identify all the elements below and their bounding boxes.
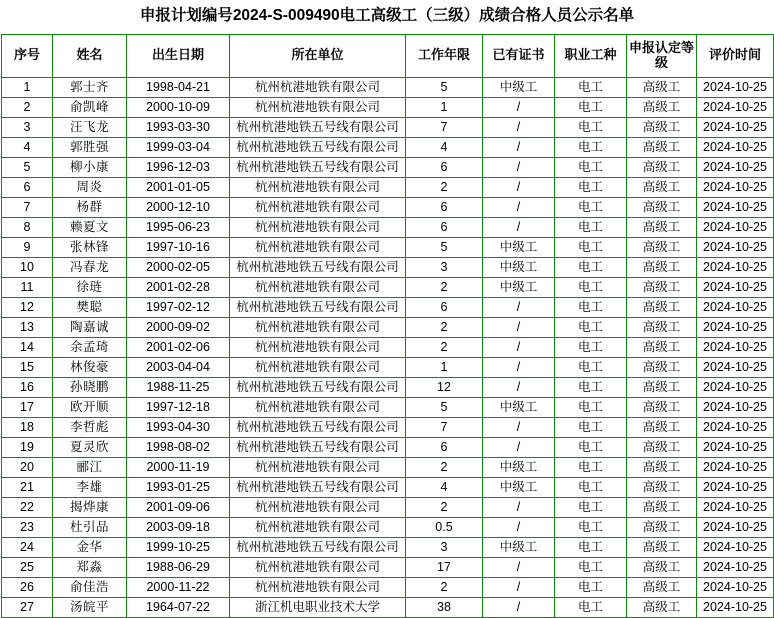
cell-name: 李雄 (53, 477, 127, 497)
cell-birthdate: 1999-10-25 (127, 537, 230, 557)
table-header (2, 34, 774, 77)
cell-name: 郭士齐 (53, 77, 127, 97)
cell-birthdate: 1998-08-02 (127, 437, 230, 457)
cell-existing-certificate: / (483, 197, 555, 217)
table-row (2, 317, 774, 337)
cell-existing-certificate: / (483, 517, 555, 537)
cell-birthdate: 2001-09-06 (127, 497, 230, 517)
cell-evaluation-date: 2024-10-25 (697, 557, 774, 577)
cell-name: 郦江 (53, 457, 127, 477)
cell-existing-certificate: 中级工 (483, 457, 555, 477)
cell-birthdate: 2001-02-06 (127, 337, 230, 357)
cell-name: 金华 (53, 537, 127, 557)
cell-evaluation-date: 2024-10-25 (697, 197, 774, 217)
cell-index: 23 (2, 517, 53, 537)
table-row (2, 357, 774, 377)
cell-index: 22 (2, 497, 53, 517)
cell-work-years: 6 (406, 217, 483, 237)
cell-birthdate: 1998-04-21 (127, 77, 230, 97)
cell-work-years: 2 (406, 177, 483, 197)
cell-birthdate: 2000-12-10 (127, 197, 230, 217)
cell-name: 汪飞龙 (53, 117, 127, 137)
table-row (2, 217, 774, 237)
cell-evaluation-date: 2024-10-25 (697, 337, 774, 357)
table-row (2, 557, 774, 577)
cell-index: 8 (2, 217, 53, 237)
cell-employer: 杭州杭港地铁五号线有限公司 (230, 417, 406, 437)
cell-work-years: 2 (406, 337, 483, 357)
cell-occupation: 电工 (555, 197, 627, 217)
page-title: 申报计划编号2024-S-009490电工高级工（三级）成绩合格人员公示名单 (139, 7, 635, 24)
cell-index: 12 (2, 297, 53, 317)
cell-index: 26 (2, 577, 53, 597)
cell-employer: 杭州杭港地铁五号线有限公司 (230, 157, 406, 177)
cell-work-years: 4 (406, 137, 483, 157)
cell-evaluation-date: 2024-10-25 (697, 277, 774, 297)
cell-declared-level: 高级工 (627, 277, 697, 297)
cell-index: 2 (2, 97, 53, 117)
cell-work-years: 2 (406, 317, 483, 337)
cell-birthdate: 2000-11-19 (127, 457, 230, 477)
column-header-name: 姓名 (53, 34, 127, 77)
cell-name: 俞凯峰 (53, 97, 127, 117)
cell-declared-level: 高级工 (627, 557, 697, 577)
cell-name: 郭胜强 (53, 137, 127, 157)
cell-birthdate: 1988-11-25 (127, 377, 230, 397)
cell-index: 13 (2, 317, 53, 337)
cell-birthdate: 1993-01-25 (127, 477, 230, 497)
cell-work-years: 2 (406, 577, 483, 597)
table-row (2, 157, 774, 177)
cell-evaluation-date: 2024-10-25 (697, 217, 774, 237)
cell-occupation: 电工 (555, 217, 627, 237)
cell-employer: 杭州杭港地铁五号线有限公司 (230, 437, 406, 457)
cell-existing-certificate: / (483, 317, 555, 337)
cell-work-years: 7 (406, 417, 483, 437)
column-header-work-years: 工作年限 (406, 34, 483, 77)
cell-name: 杨群 (53, 197, 127, 217)
cell-occupation: 电工 (555, 137, 627, 157)
cell-index: 11 (2, 277, 53, 297)
cell-evaluation-date: 2024-10-25 (697, 497, 774, 517)
results-table (1, 34, 774, 618)
cell-existing-certificate: 中级工 (483, 477, 555, 497)
cell-index: 15 (2, 357, 53, 377)
cell-occupation: 电工 (555, 577, 627, 597)
table-row (2, 377, 774, 397)
cell-birthdate: 1997-12-18 (127, 397, 230, 417)
cell-evaluation-date: 2024-10-25 (697, 397, 774, 417)
cell-occupation: 电工 (555, 477, 627, 497)
cell-evaluation-date: 2024-10-25 (697, 297, 774, 317)
cell-occupation: 电工 (555, 557, 627, 577)
cell-existing-certificate: / (483, 117, 555, 137)
cell-name: 柳小康 (53, 157, 127, 177)
cell-existing-certificate: / (483, 437, 555, 457)
cell-birthdate: 2000-11-22 (127, 577, 230, 597)
cell-declared-level: 高级工 (627, 97, 697, 117)
cell-declared-level: 高级工 (627, 397, 697, 417)
cell-declared-level: 高级工 (627, 437, 697, 457)
cell-index: 6 (2, 177, 53, 197)
cell-employer: 杭州杭港地铁五号线有限公司 (230, 537, 406, 557)
table-row (2, 297, 774, 317)
table-row (2, 577, 774, 597)
cell-employer: 杭州杭港地铁有限公司 (230, 197, 406, 217)
cell-work-years: 2 (406, 277, 483, 297)
cell-index: 18 (2, 417, 53, 437)
cell-work-years: 6 (406, 297, 483, 317)
cell-occupation: 电工 (555, 257, 627, 277)
cell-work-years: 5 (406, 237, 483, 257)
cell-index: 5 (2, 157, 53, 177)
cell-existing-certificate: / (483, 157, 555, 177)
table-row (2, 117, 774, 137)
table-row (2, 397, 774, 417)
table-row (2, 177, 774, 197)
cell-declared-level: 高级工 (627, 297, 697, 317)
cell-employer: 杭州杭港地铁有限公司 (230, 517, 406, 537)
cell-birthdate: 1995-06-23 (127, 217, 230, 237)
cell-declared-level: 高级工 (627, 377, 697, 397)
cell-birthdate: 2000-09-02 (127, 317, 230, 337)
cell-declared-level: 高级工 (627, 117, 697, 137)
cell-name: 欧开顺 (53, 397, 127, 417)
cell-employer: 杭州杭港地铁有限公司 (230, 277, 406, 297)
cell-occupation: 电工 (555, 597, 627, 617)
cell-occupation: 电工 (555, 297, 627, 317)
cell-existing-certificate: / (483, 217, 555, 237)
column-header-birthdate: 出生日期 (127, 34, 230, 77)
cell-employer: 杭州杭港地铁五号线有限公司 (230, 297, 406, 317)
cell-declared-level: 高级工 (627, 77, 697, 97)
cell-existing-certificate: / (483, 417, 555, 437)
cell-birthdate: 1964-07-22 (127, 597, 230, 617)
cell-occupation: 电工 (555, 497, 627, 517)
cell-employer: 杭州杭港地铁五号线有限公司 (230, 137, 406, 157)
cell-evaluation-date: 2024-10-25 (697, 117, 774, 137)
cell-evaluation-date: 2024-10-25 (697, 177, 774, 197)
cell-work-years: 1 (406, 97, 483, 117)
cell-index: 21 (2, 477, 53, 497)
cell-index: 4 (2, 137, 53, 157)
cell-birthdate: 1997-10-16 (127, 237, 230, 257)
table-row (2, 257, 774, 277)
cell-declared-level: 高级工 (627, 337, 697, 357)
cell-existing-certificate: / (483, 97, 555, 117)
cell-work-years: 3 (406, 257, 483, 277)
cell-index: 17 (2, 397, 53, 417)
cell-name: 俞佳浩 (53, 577, 127, 597)
cell-declared-level: 高级工 (627, 177, 697, 197)
cell-existing-certificate: / (483, 377, 555, 397)
cell-evaluation-date: 2024-10-25 (697, 237, 774, 257)
cell-declared-level: 高级工 (627, 417, 697, 437)
cell-birthdate: 2000-02-05 (127, 257, 230, 277)
table-row (2, 457, 774, 477)
cell-index: 10 (2, 257, 53, 277)
cell-declared-level: 高级工 (627, 497, 697, 517)
cell-birthdate: 2003-04-04 (127, 357, 230, 377)
cell-evaluation-date: 2024-10-25 (697, 77, 774, 97)
cell-name: 余孟琦 (53, 337, 127, 357)
cell-declared-level: 高级工 (627, 577, 697, 597)
cell-existing-certificate: 中级工 (483, 537, 555, 557)
table-row (2, 337, 774, 357)
cell-birthdate: 2003-09-18 (127, 517, 230, 537)
cell-name: 林俊豪 (53, 357, 127, 377)
cell-occupation: 电工 (555, 397, 627, 417)
cell-work-years: 1 (406, 357, 483, 377)
cell-work-years: 4 (406, 477, 483, 497)
table-row (2, 537, 774, 557)
cell-work-years: 38 (406, 597, 483, 617)
cell-evaluation-date: 2024-10-25 (697, 97, 774, 117)
cell-existing-certificate: / (483, 337, 555, 357)
cell-occupation: 电工 (555, 357, 627, 377)
table-row (2, 517, 774, 537)
cell-occupation: 电工 (555, 77, 627, 97)
cell-occupation: 电工 (555, 177, 627, 197)
cell-declared-level: 高级工 (627, 517, 697, 537)
column-header-employer: 所在单位 (230, 34, 406, 77)
cell-declared-level: 高级工 (627, 317, 697, 337)
cell-evaluation-date: 2024-10-25 (697, 597, 774, 617)
cell-occupation: 电工 (555, 117, 627, 137)
cell-evaluation-date: 2024-10-25 (697, 317, 774, 337)
cell-birthdate: 1988-06-29 (127, 557, 230, 577)
cell-occupation: 电工 (555, 437, 627, 457)
cell-occupation: 电工 (555, 537, 627, 557)
cell-work-years: 0.5 (406, 517, 483, 537)
cell-employer: 杭州杭港地铁五号线有限公司 (230, 257, 406, 277)
column-header-declared-level: 申报认定等级 (627, 34, 697, 77)
cell-existing-certificate: / (483, 297, 555, 317)
cell-employer: 杭州杭港地铁有限公司 (230, 357, 406, 377)
cell-index: 3 (2, 117, 53, 137)
cell-declared-level: 高级工 (627, 137, 697, 157)
cell-evaluation-date: 2024-10-25 (697, 477, 774, 497)
cell-employer: 杭州杭港地铁有限公司 (230, 217, 406, 237)
cell-evaluation-date: 2024-10-25 (697, 457, 774, 477)
cell-work-years: 7 (406, 117, 483, 137)
cell-employer: 浙江机电职业技术大学 (230, 597, 406, 617)
cell-occupation: 电工 (555, 457, 627, 477)
cell-evaluation-date: 2024-10-25 (697, 537, 774, 557)
cell-employer: 杭州杭港地铁五号线有限公司 (230, 377, 406, 397)
cell-employer: 杭州杭港地铁有限公司 (230, 317, 406, 337)
table-row (2, 597, 774, 617)
cell-work-years: 6 (406, 437, 483, 457)
table-row (2, 197, 774, 217)
cell-declared-level: 高级工 (627, 357, 697, 377)
cell-name: 张林锋 (53, 237, 127, 257)
cell-name: 周炎 (53, 177, 127, 197)
cell-occupation: 电工 (555, 317, 627, 337)
cell-work-years: 12 (406, 377, 483, 397)
table-row (2, 417, 774, 437)
cell-name: 夏灵欣 (53, 437, 127, 457)
cell-work-years: 6 (406, 157, 483, 177)
cell-existing-certificate: 中级工 (483, 277, 555, 297)
cell-evaluation-date: 2024-10-25 (697, 137, 774, 157)
cell-index: 7 (2, 197, 53, 217)
cell-index: 9 (2, 237, 53, 257)
cell-declared-level: 高级工 (627, 477, 697, 497)
cell-evaluation-date: 2024-10-25 (697, 437, 774, 457)
table-row (2, 237, 774, 257)
cell-name: 汤皖平 (53, 597, 127, 617)
cell-work-years: 17 (406, 557, 483, 577)
cell-employer: 杭州杭港地铁有限公司 (230, 457, 406, 477)
cell-occupation: 电工 (555, 377, 627, 397)
cell-existing-certificate: 中级工 (483, 397, 555, 417)
cell-existing-certificate: / (483, 177, 555, 197)
cell-employer: 杭州杭港地铁有限公司 (230, 237, 406, 257)
cell-birthdate: 1996-12-03 (127, 157, 230, 177)
cell-employer: 杭州杭港地铁有限公司 (230, 577, 406, 597)
cell-occupation: 电工 (555, 97, 627, 117)
cell-name: 冯春龙 (53, 257, 127, 277)
cell-index: 27 (2, 597, 53, 617)
cell-declared-level: 高级工 (627, 597, 697, 617)
column-header-index: 序号 (2, 34, 53, 77)
cell-existing-certificate: 中级工 (483, 257, 555, 277)
cell-employer: 杭州杭港地铁有限公司 (230, 177, 406, 197)
cell-existing-certificate: 中级工 (483, 77, 555, 97)
column-header-existing-certificate: 已有证书 (483, 34, 555, 77)
cell-employer: 杭州杭港地铁有限公司 (230, 77, 406, 97)
cell-name: 赖夏文 (53, 217, 127, 237)
cell-employer: 杭州杭港地铁五号线有限公司 (230, 477, 406, 497)
cell-employer: 杭州杭港地铁有限公司 (230, 497, 406, 517)
cell-name: 郑淼 (53, 557, 127, 577)
cell-name: 徐琏 (53, 277, 127, 297)
cell-name: 杜引品 (53, 517, 127, 537)
cell-evaluation-date: 2024-10-25 (697, 377, 774, 397)
cell-employer: 杭州杭港地铁有限公司 (230, 337, 406, 357)
table-row (2, 497, 774, 517)
cell-evaluation-date: 2024-10-25 (697, 417, 774, 437)
cell-birthdate: 2001-01-05 (127, 177, 230, 197)
cell-index: 20 (2, 457, 53, 477)
cell-birthdate: 1993-04-30 (127, 417, 230, 437)
cell-declared-level: 高级工 (627, 157, 697, 177)
cell-evaluation-date: 2024-10-25 (697, 357, 774, 377)
cell-occupation: 电工 (555, 337, 627, 357)
cell-declared-level: 高级工 (627, 197, 697, 217)
table-row (2, 97, 774, 117)
column-header-evaluation-date: 评价时间 (697, 34, 774, 77)
cell-index: 19 (2, 437, 53, 457)
cell-work-years: 2 (406, 497, 483, 517)
cell-declared-level: 高级工 (627, 217, 697, 237)
cell-occupation: 电工 (555, 237, 627, 257)
cell-birthdate: 2001-02-28 (127, 277, 230, 297)
cell-work-years: 6 (406, 197, 483, 217)
cell-existing-certificate: / (483, 577, 555, 597)
cell-name: 樊聪 (53, 297, 127, 317)
cell-index: 24 (2, 537, 53, 557)
cell-evaluation-date: 2024-10-25 (697, 157, 774, 177)
cell-birthdate: 2000-10-09 (127, 97, 230, 117)
cell-occupation: 电工 (555, 157, 627, 177)
cell-occupation: 电工 (555, 517, 627, 537)
cell-index: 16 (2, 377, 53, 397)
cell-index: 14 (2, 337, 53, 357)
cell-index: 1 (2, 77, 53, 97)
cell-birthdate: 1997-02-12 (127, 297, 230, 317)
column-header-occupation: 职业工种 (555, 34, 627, 77)
cell-work-years: 5 (406, 77, 483, 97)
cell-existing-certificate: / (483, 357, 555, 377)
cell-birthdate: 1999-03-04 (127, 137, 230, 157)
cell-declared-level: 高级工 (627, 457, 697, 477)
cell-existing-certificate: 中级工 (483, 237, 555, 257)
table-row (2, 477, 774, 497)
cell-work-years: 3 (406, 537, 483, 557)
table-row (2, 277, 774, 297)
cell-existing-certificate: / (483, 557, 555, 577)
cell-occupation: 电工 (555, 277, 627, 297)
cell-employer: 杭州杭港地铁有限公司 (230, 97, 406, 117)
cell-birthdate: 1993-03-30 (127, 117, 230, 137)
cell-existing-certificate: / (483, 597, 555, 617)
table-row (2, 77, 774, 97)
cell-work-years: 2 (406, 457, 483, 477)
cell-declared-level: 高级工 (627, 537, 697, 557)
cell-evaluation-date: 2024-10-25 (697, 577, 774, 597)
cell-occupation: 电工 (555, 417, 627, 437)
table-header-row (2, 34, 774, 77)
cell-declared-level: 高级工 (627, 237, 697, 257)
table-row (2, 437, 774, 457)
cell-existing-certificate: / (483, 137, 555, 157)
cell-evaluation-date: 2024-10-25 (697, 517, 774, 537)
cell-employer: 杭州杭港地铁有限公司 (230, 557, 406, 577)
cell-name: 揭烨康 (53, 497, 127, 517)
cell-name: 孙晓鹏 (53, 377, 127, 397)
cell-index: 25 (2, 557, 53, 577)
cell-evaluation-date: 2024-10-25 (697, 257, 774, 277)
cell-existing-certificate: / (483, 497, 555, 517)
table-row (2, 137, 774, 157)
cell-declared-level: 高级工 (627, 257, 697, 277)
cell-name: 李哲彪 (53, 417, 127, 437)
cell-name: 陶嘉诚 (53, 317, 127, 337)
table-body (2, 77, 774, 617)
cell-work-years: 5 (406, 397, 483, 417)
cell-employer: 杭州杭港地铁五号线有限公司 (230, 117, 406, 137)
cell-employer: 杭州杭港地铁有限公司 (230, 397, 406, 417)
